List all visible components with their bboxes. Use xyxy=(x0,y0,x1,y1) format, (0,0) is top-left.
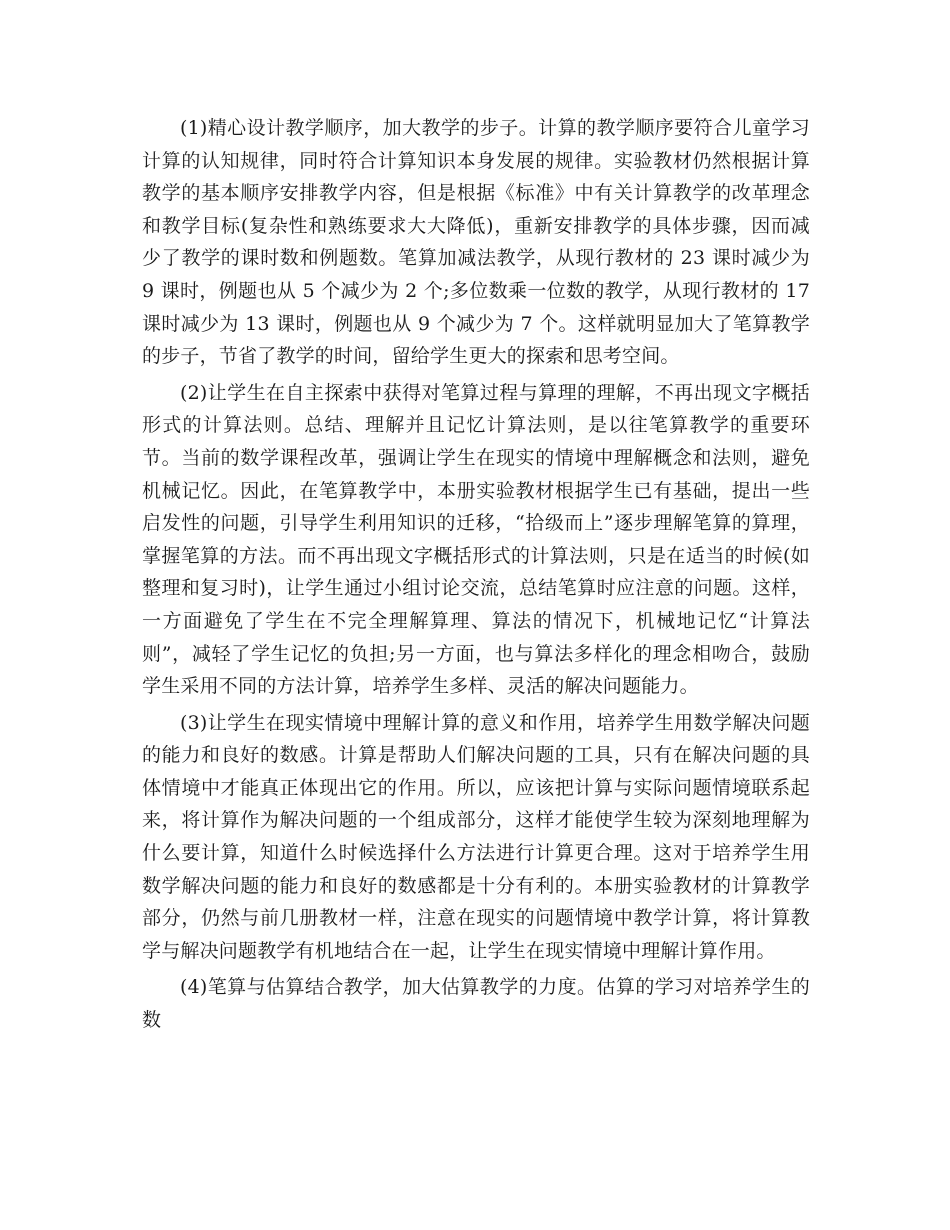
paragraph-1: (1)精心设计教学顺序，加大教学的步子。计算的教学顺序要符合儿童学习计算的认知规律，同时符合计算知识本身发展的规律。实验教材仍然根据计算教学的基本顺序安排教学内容，但是根据《标准》中有关计算教学的改革理念和教学目标(复杂性和熟练要求大大降低)，重新安排教学的具体步骤，因而减少了教学的课时数和例题数。笔算加减法教学，从现行教材的 23 课时减少为 9 课时，例题也从 5 个减少为 2 个;多位数乘一位数的教学，从现行教材的 17 课时减少为 13 课时，例题也从 9 个减少为 7 个。这样就明显加大了笔算教学的步子，节省了教学的时间，留给学生更大的探索和思考空间。 xyxy=(142,117,810,368)
document-body xyxy=(142,112,810,1041)
paragraph-3: (3)让学生在现实情境中理解计算的意义和作用，培养学生用数学解决问题的能力和良好的数感。计算是帮助人们解决问题的工具，只有在解决问题的具体情境中才能真正体现出它的作用。所以，应该把计算与实际问题情境联系起来，将计算作为解决问题的一个组成部分，这样才能使学生较为深刻地理解为什么要计算，知道什么时候选择什么方法进行计算更合理。这对于培养学生用数学解决问题的能力和良好的数感都是十分有利的。本册实验教材的计算教学部分，仍然与前几册教材一样，注意在现实的问题情境中教学计算，将计算教学与解决问题教学有机地结合在一起，让学生在现实情境中理解计算作用。 xyxy=(142,711,810,962)
paragraph-2: (2)让学生在自主探索中获得对笔算过程与算理的理解，不再出现文字概括形式的计算法则。总结、理解并且记忆计算法则，是以往笔算教学的重要环节。当前的数学课程改革，强调让学生在现实的情境中理解概念和法则，避免机械记忆。因此，在笔算教学中，本册实验教材根据学生已有基础，提出一些启发性的问题，引导学生利用知识的迁移，“拾级而上”逐步理解笔算的算理，掌握笔算的方法。而不再出现文字概括形式的计算法则，只是在适当的时候(如整理和复习时)，让学生通过小组讨论交流，总结笔算时应注意的问题。这样，一方面避免了学生在不完全理解算理、算法的情况下，机械地记忆“计算法则”，减轻了学生记忆的负担;另一方面，也与算法多样化的理念相吻合，鼓励学生采用不同的方法计算，培养学生多样、灵活的解决问题能力。 xyxy=(142,381,810,698)
paragraph-4: (4)笔算与估算结合教学，加大估算教学的力度。估算的学习对培养学生的数 xyxy=(142,976,810,1032)
